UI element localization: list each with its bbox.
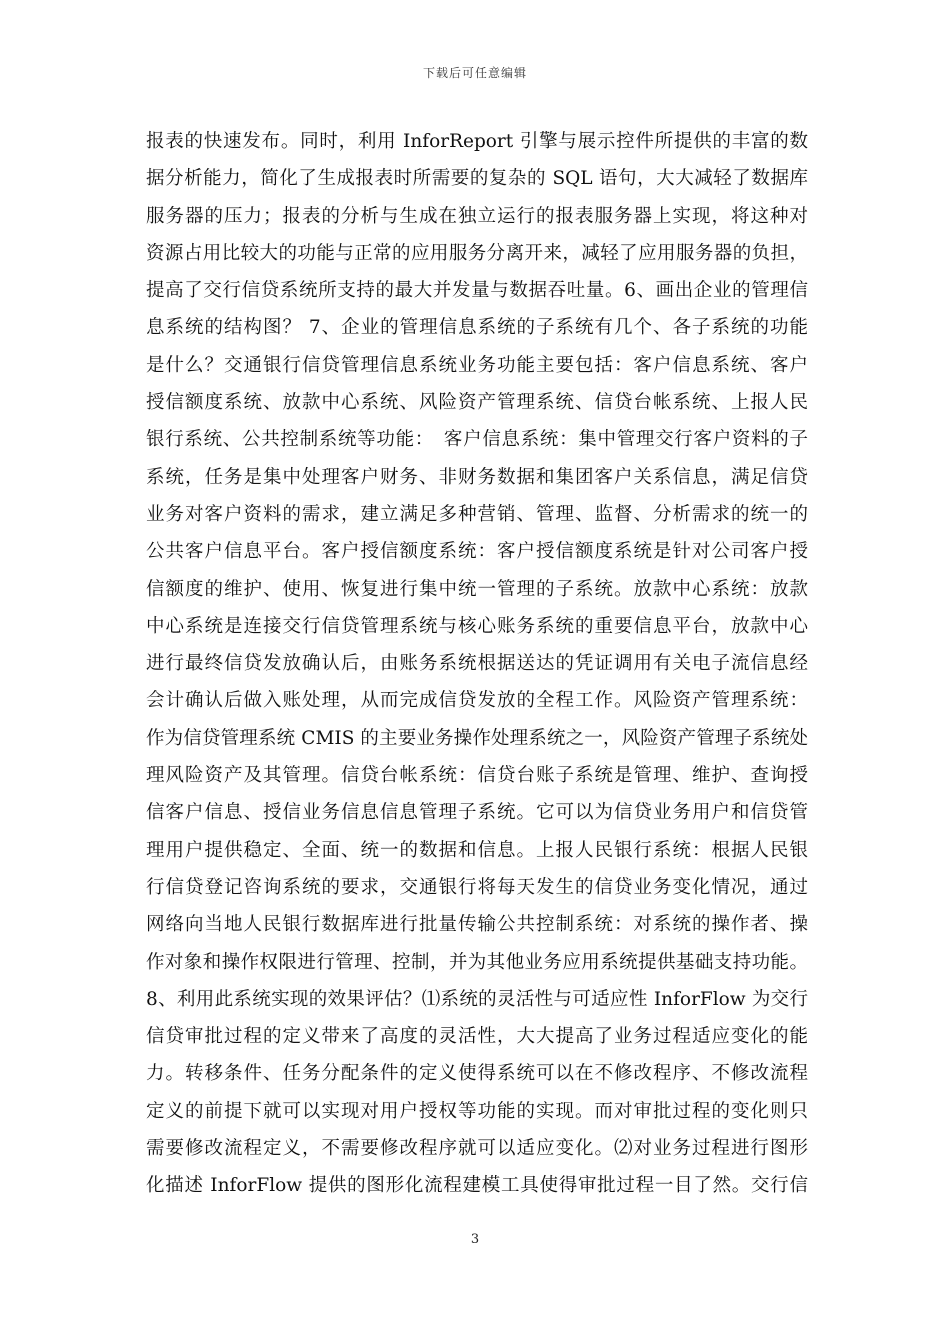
body-line-22: 网络向当地人民银行数据库进行批量传输公共控制系统：对系统的操作者、操 xyxy=(146,914,808,936)
body-line-11: 业务对客户资料的需求，建立满足多种营销、管理、监督、分析需求的统一的 xyxy=(146,503,808,525)
page-number: 3 xyxy=(470,1232,480,1247)
body-line-13: 信额度的维护、使用、恢复进行集中统一管理的子系统。放款中心系统：放款 xyxy=(146,578,808,600)
body-line-1: 报表的快速发布。同时，利用 InforReport 引擎与展示控件所提供的丰富的数 xyxy=(146,131,808,152)
page-header: 下载后可任意编辑 xyxy=(422,66,527,80)
body-line-7: 是什么？交通银行信贷管理信息系统业务功能主要包括：客户信息系统、客户 xyxy=(146,354,808,376)
body-line-8: 授信额度系统、放款中心系统、风险资产管理系统、信贷台帐系统、上报人民 xyxy=(146,392,808,414)
body-line-16: 会计确认后做入账处理，从而完成信贷发放的全程工作。风险资产管理系统： xyxy=(146,690,808,712)
body-line-20: 理用户提供稳定、全面、统一的数据和信息。上报人民银行系统：根据人民银 xyxy=(146,839,808,861)
body-line-24: 8、利用此系统实现的效果评估？⑴系统的灵活性与可适应性 InforFlow 为交行 xyxy=(146,988,808,1010)
body-line-12: 公共客户信息平台。客户授信额度系统：客户授信额度系统是针对公司客户授 xyxy=(146,541,808,563)
body-line-29: 化描述 InforFlow 提供的图形化流程建模工具使得审批过程一目了然。交行信 xyxy=(146,1175,808,1197)
body-line-15: 进行最终信贷发放确认后，由账务系统根据送达的凭证调用有关电子流信息经 xyxy=(146,653,808,675)
body-line-28: 需要修改流程定义，不需要修改程序就可以适应变化。⑵对业务过程进行图形 xyxy=(146,1138,808,1160)
body-line-5: 提高了交行信贷系统所支持的最大并发量与数据吞吐量。6、画出企业的管理信 xyxy=(146,280,808,302)
body-line-26: 力。转移条件、任务分配条件的定义使得系统可以在不修改程序、不修改流程 xyxy=(146,1063,808,1085)
body-line-19: 信客户信息、授信业务信息信息管理子系统。它可以为信贷业务用户和信贷管 xyxy=(146,802,808,824)
body-line-4: 资源占用比较大的功能与正常的应用服务分离开来，减轻了应用服务器的负担， xyxy=(146,242,808,264)
body-line-25: 信贷审批过程的定义带来了高度的灵活性，大大提高了业务过程适应变化的能 xyxy=(146,1026,808,1048)
document-body xyxy=(146,123,808,1205)
body-line-6: 息系统的结构图？ 7、企业的管理信息系统的子系统有几个、各子系统的功能 xyxy=(146,317,808,339)
body-line-2: 据分析能力，简化了生成报表时所需要的复杂的 SQL 语句，大大减轻了数据库 xyxy=(146,168,808,190)
body-line-9: 银行系统、公共控制系统等功能： 客户信息系统：集中管理交行客户资料的子 xyxy=(146,429,808,451)
body-line-18: 理风险资产及其管理。信贷台帐系统：信贷台账子系统是管理、维护、查询授 xyxy=(146,765,808,787)
body-line-10: 系统，任务是集中处理客户财务、非财务数据和集团客户关系信息，满足信贷 xyxy=(146,466,808,488)
body-line-17: 作为信贷管理系统 CMIS 的主要业务操作处理系统之一，风险资产管理子系统处 xyxy=(146,727,808,749)
body-line-21: 行信贷登记咨询系统的要求，交通银行将每天发生的信贷业务变化情况，通过 xyxy=(146,876,808,898)
body-line-27: 定义的前提下就可以实现对用户授权等功能的实现。而对审批过程的变化则只 xyxy=(146,1100,808,1122)
body-line-3: 服务器的压力；报表的分析与生成在独立运行的报表服务器上实现，将这种对 xyxy=(146,205,808,227)
body-line-14: 中心系统是连接交行信贷管理系统与核心账务系统的重要信息平台，放款中心 xyxy=(146,615,808,637)
body-line-23: 作对象和操作权限进行管理、控制，并为其他业务应用系统提供基础支持功能。 xyxy=(146,951,808,973)
